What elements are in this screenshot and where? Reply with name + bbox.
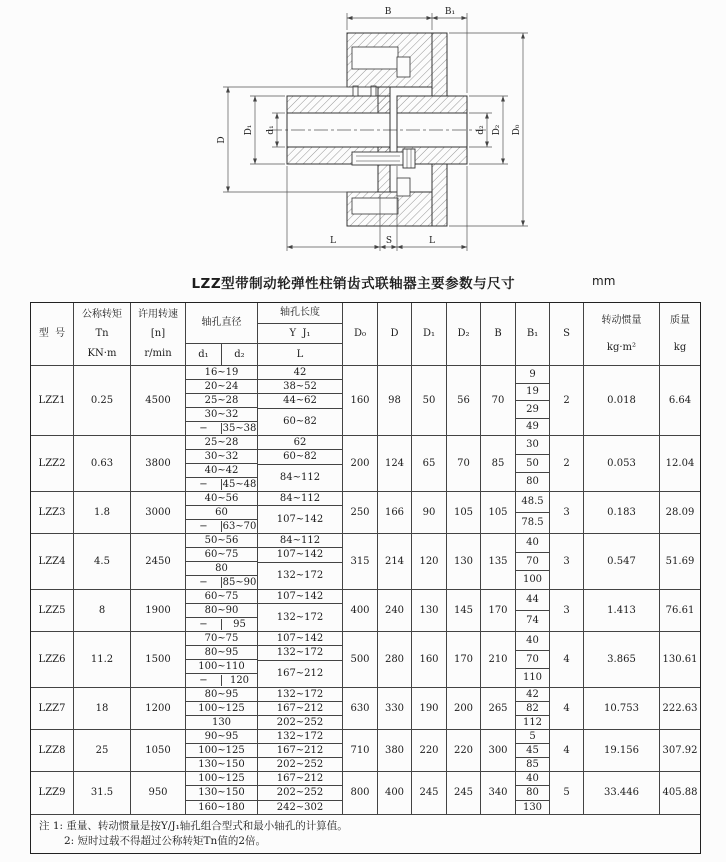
D2-cell: 145 <box>447 590 481 631</box>
B1-sub-row: 130 <box>522 801 543 813</box>
header-S: S <box>550 303 584 365</box>
D0-cell: 630 <box>343 688 378 729</box>
model-cell: LZZ3 <box>31 492 74 533</box>
mass-cell: 222.63 <box>662 702 698 714</box>
inertia-cell: 10.753 <box>584 688 660 729</box>
header-D: D <box>378 303 412 365</box>
D1-cell: 120 <box>412 534 447 589</box>
model-cell: LZZ7 <box>31 688 74 729</box>
B-cell: 300 <box>481 730 516 771</box>
B1-cell <box>516 436 550 491</box>
bore-length-cell <box>258 534 343 589</box>
speed-cell: 2450 <box>131 534 186 589</box>
bore-diameter-cell <box>186 492 258 533</box>
D-cell: 214 <box>378 534 412 589</box>
bore-sub-row <box>186 576 257 589</box>
length-sub-row: 62 <box>258 436 342 450</box>
dim-label-L-left: L <box>330 236 336 246</box>
D2-cell: 105 <box>447 492 481 533</box>
torque-cell: 31.5 <box>74 772 131 814</box>
B1-sub-row: 9 <box>516 366 549 384</box>
torque-cell: 0.25 <box>74 366 131 435</box>
D1-cell: 220 <box>412 730 447 771</box>
bore-sub-row: 60~75 <box>186 548 257 562</box>
S-cell: 3 <box>550 492 584 533</box>
bore-d2-sub-cell: 63~70 <box>222 520 257 532</box>
D-cell: 330 <box>378 688 412 729</box>
length-sub-row: 132~172 <box>276 611 324 623</box>
B1-sub-row: 40 <box>516 534 549 553</box>
dim-label-S: S <box>385 236 393 246</box>
bore-d2-sub-cell: 120 <box>229 674 250 686</box>
bore-sub-row <box>186 422 257 435</box>
length-sub-row: 132~172 <box>258 688 342 702</box>
bore-sub-row: 80~95 <box>186 646 257 660</box>
B-cell: 70 <box>481 366 516 435</box>
header-torque-line2: Tn <box>95 328 109 340</box>
bore-sub-row <box>186 520 257 533</box>
table-header <box>31 303 700 366</box>
D1-cell: 90 <box>412 492 447 533</box>
speed-cell: 3800 <box>131 436 186 491</box>
B1-sub-row: 19 <box>516 384 549 402</box>
torque-cell: 18 <box>74 688 131 729</box>
B1-sub-row: 44 <box>516 590 549 611</box>
table-group-row <box>31 590 700 632</box>
length-sub-row: 38~52 <box>258 380 342 394</box>
table-group-row <box>31 534 700 590</box>
D0-cell: 200 <box>343 436 378 491</box>
mass-cell: 28.09 <box>665 506 695 518</box>
bore-length-cell <box>258 366 343 435</box>
S-cell: 3 <box>550 590 584 631</box>
D1-cell: 160 <box>412 632 447 687</box>
length-sub-row: 84~112 <box>258 492 342 506</box>
bore-diameter-cell <box>186 688 258 729</box>
B1-sub-row: 85 <box>526 758 539 770</box>
length-sub-row: 167~212 <box>276 668 324 679</box>
bore-sub-row: 130~150 <box>186 786 257 800</box>
B1-sub-row: 82 <box>516 702 549 716</box>
bore-diameter-cell <box>186 730 258 771</box>
inertia-cell: 33.446 <box>584 772 660 814</box>
length-sub-row: 60~82 <box>283 416 317 428</box>
mass-cell: 76.61 <box>665 604 695 616</box>
B1-sub-row: 100 <box>522 574 543 586</box>
bore-sub-row: 30~32 <box>186 408 257 422</box>
B1-cell <box>516 534 550 589</box>
length-sub-row: 167~212 <box>258 744 342 758</box>
D0-cell: 250 <box>343 492 378 533</box>
B1-sub-row: 70 <box>516 651 549 670</box>
bore-sub-row: 160~180 <box>198 801 245 813</box>
header-D0: D₀ <box>343 303 378 365</box>
table-group-row <box>31 730 700 772</box>
bore-d1-sub-cell: − <box>186 619 222 631</box>
bore-sub-row: 100~110 <box>186 660 257 674</box>
page-title: LZZ型带制动轮弹性柱销齿式联轴器主要参数与尺寸 <box>191 276 516 292</box>
inertia-cell: 19.156 <box>584 730 660 771</box>
D-cell: 124 <box>378 436 412 491</box>
S-cell: 3 <box>550 534 584 589</box>
coupling-drawing-svg <box>0 0 726 272</box>
S-cell: 4 <box>550 688 584 729</box>
B1-sub-row: 48.5 <box>516 492 549 513</box>
D-cell: 380 <box>378 730 412 771</box>
dim-label-D0: D₀ <box>512 124 522 136</box>
dim-label-B1: B₁ <box>444 7 456 17</box>
header-bore-length: 轴孔长度 <box>258 303 342 324</box>
bore-d1-sub-cell: − <box>186 423 222 435</box>
B-cell: 105 <box>481 492 516 533</box>
bore-sub-row: 80~95 <box>186 688 257 702</box>
D1-cell: 50 <box>412 366 447 435</box>
header-d1: d₁ <box>186 344 222 365</box>
bore-sub-row: 30~32 <box>186 450 257 464</box>
bore-length-cell <box>258 688 343 729</box>
table-group-row <box>31 436 700 492</box>
B1-cell <box>516 492 550 533</box>
header-torque-line1: 公称转矩 <box>82 308 122 320</box>
model-cell: LZZ4 <box>31 534 74 589</box>
speed-cell: 3000 <box>131 492 186 533</box>
bore-diameter-cell <box>186 632 258 687</box>
table-notes <box>31 814 700 853</box>
header-speed-line1: 许用转速 <box>138 308 178 320</box>
bore-sub-row <box>186 674 257 687</box>
length-sub-row: 167~212 <box>258 702 342 716</box>
bore-sub-row: 100~125 <box>186 744 257 758</box>
mass-cell: 130.61 <box>662 653 698 665</box>
B1-sub-row: 40 <box>516 632 549 651</box>
bore-diameter-cell <box>186 534 258 589</box>
B1-cell <box>516 590 550 631</box>
dim-label-d2: d₂ <box>476 125 486 135</box>
inertia-cell: 0.053 <box>584 436 660 491</box>
inertia-cell: 3.865 <box>584 632 660 687</box>
length-sub-row: 84~112 <box>279 472 321 483</box>
header-torque-line3: KN·m <box>87 347 117 359</box>
torque-cell: 0.63 <box>74 436 131 491</box>
B1-sub-row: 70 <box>516 553 549 572</box>
bore-sub-row: 16~19 <box>186 366 257 380</box>
B1-sub-row: 5 <box>516 730 549 744</box>
bore-diameter-cell <box>186 590 258 631</box>
bore-d1-sub-cell: − <box>186 577 222 589</box>
inertia-cell: 0.018 <box>584 366 660 435</box>
bore-length-cell <box>258 492 343 533</box>
bore-d1-sub-cell: − <box>186 521 222 533</box>
B1-sub-row: 110 <box>522 672 543 684</box>
D1-cell: 245 <box>412 772 447 814</box>
header-mass-line1: 质量 <box>670 314 690 326</box>
speed-cell: 1200 <box>131 688 186 729</box>
S-cell: 4 <box>550 730 584 771</box>
B1-sub-row: 78.5 <box>521 517 544 529</box>
torque-cell: 8 <box>74 590 131 631</box>
length-sub-row: 167~212 <box>258 772 342 786</box>
bore-length-cell <box>258 772 343 814</box>
B1-sub-row: 112 <box>522 716 543 728</box>
length-sub-row: 107~142 <box>258 632 342 646</box>
bore-sub-row: 25~28 <box>186 436 257 450</box>
inertia-cell: 0.547 <box>584 534 660 589</box>
pin-bolt <box>352 149 415 168</box>
S-cell: 2 <box>550 366 584 435</box>
speed-cell: 4500 <box>131 366 186 435</box>
D0-cell: 710 <box>343 730 378 771</box>
bore-sub-row: 50~56 <box>186 534 257 548</box>
bore-d1-sub-cell: − <box>186 479 222 491</box>
B1-sub-row: 49 <box>526 421 539 432</box>
length-sub-row: 42 <box>258 366 342 380</box>
D2-cell: 245 <box>447 772 481 814</box>
D0-cell: 800 <box>343 772 378 814</box>
bore-sub-row: 100~125 <box>186 772 257 786</box>
note-line-2: 2: 短时过载不得超过公称转矩Tn值的2倍。 <box>64 835 267 848</box>
table-group-row <box>31 772 700 814</box>
note-line-1: 注 1: 重量、转动惯量是按Y/J₁轴孔组合型式和最小轴孔的计算值。 <box>39 820 348 832</box>
B1-cell <box>516 688 550 729</box>
length-sub-row: 60~82 <box>258 450 342 464</box>
B1-sub-row: 80 <box>516 786 549 800</box>
D2-cell: 56 <box>447 366 481 435</box>
B1-sub-row: 29 <box>516 401 549 419</box>
length-sub-row: 44~62 <box>258 394 342 408</box>
mass-cell: 307.92 <box>662 744 698 756</box>
B1-cell <box>516 632 550 687</box>
B1-sub-row: 74 <box>526 615 539 627</box>
torque-cell: 4.5 <box>74 534 131 589</box>
length-sub-row: 132~172 <box>258 646 342 660</box>
header-d2: d₂ <box>234 348 245 360</box>
B1-sub-row: 40 <box>516 772 549 786</box>
D0-cell: 315 <box>343 534 378 589</box>
length-sub-row: 132~172 <box>276 570 324 581</box>
header-yj1: Y J₁ <box>258 324 342 344</box>
D2-cell: 170 <box>447 632 481 687</box>
length-sub-row: 107~142 <box>258 548 342 562</box>
bore-sub-row <box>186 618 257 631</box>
B1-cell <box>516 730 550 771</box>
bore-d2-sub-cell: 35~38 <box>222 422 257 434</box>
left-hub <box>287 86 390 192</box>
bore-sub-row: 100~125 <box>186 702 257 716</box>
D-cell: 98 <box>378 366 412 435</box>
title-row <box>0 272 726 296</box>
length-sub-row: 242~302 <box>276 801 324 813</box>
bore-sub-row: 80 <box>186 562 257 576</box>
header-speed <box>131 303 186 365</box>
speed-cell: 1500 <box>131 632 186 687</box>
unit-label: mm <box>592 274 616 288</box>
model-cell: LZZ1 <box>31 366 74 435</box>
bore-length-cell <box>258 730 343 771</box>
bore-sub-row: 60 <box>186 506 257 520</box>
coupling-drawing <box>0 0 726 272</box>
length-sub-row: 202~252 <box>258 786 342 800</box>
mass-cell: 12.04 <box>665 457 695 469</box>
header-model: 型 号 <box>31 303 74 365</box>
bore-sub-row: 40~56 <box>186 492 257 506</box>
dim-label-D1: D₁ <box>244 124 254 136</box>
header-bore-length-group <box>258 303 343 365</box>
table-group-row <box>31 366 700 436</box>
header-speed-line3: r/min <box>144 347 172 359</box>
bore-sub-row: 130 <box>211 716 232 728</box>
bore-d1-sub-cell: − <box>186 675 222 687</box>
D2-cell: 70 <box>447 436 481 491</box>
speed-cell: 1900 <box>131 590 186 631</box>
bore-sub-row: 80~90 <box>186 604 257 618</box>
inertia-cell: 0.183 <box>584 492 660 533</box>
length-sub-row: 202~252 <box>276 758 324 770</box>
header-B1: B₁ <box>516 303 550 365</box>
bore-sub-row <box>186 478 257 491</box>
bore-length-cell <box>258 590 343 631</box>
length-sub-row: 202~252 <box>276 716 324 728</box>
B1-cell <box>516 772 550 814</box>
header-torque <box>74 303 131 365</box>
bore-diameter-cell <box>186 436 258 491</box>
dim-label-D2: D₂ <box>492 124 502 136</box>
table-group-row <box>31 688 700 730</box>
speed-cell: 950 <box>131 772 186 814</box>
header-inertia-line2: kg·m² <box>606 341 637 353</box>
bore-sub-row: 90~95 <box>186 730 257 744</box>
mass-cell: 51.69 <box>665 555 695 567</box>
bore-sub-row: 40~42 <box>186 464 257 478</box>
header-speed-line2: [n] <box>150 328 166 340</box>
D1-cell: 190 <box>412 688 447 729</box>
table-group-row <box>31 492 700 534</box>
D-cell: 280 <box>378 632 412 687</box>
header-bore-diameter-group <box>186 303 258 365</box>
torque-cell: 25 <box>74 730 131 771</box>
B-cell: 210 <box>481 632 516 687</box>
dim-label-L-right: L <box>429 236 435 246</box>
bore-length-cell <box>258 632 343 687</box>
table-group-row <box>31 632 700 688</box>
header-bore-diameter: 轴孔直径 <box>186 303 257 344</box>
bore-d2-sub-cell: 95 <box>233 618 246 630</box>
inertia-cell: 1.413 <box>584 590 660 631</box>
bore-sub-row: 130~150 <box>198 758 245 770</box>
length-sub-row: 107~142 <box>258 590 342 604</box>
header-length-l: L <box>296 348 304 360</box>
S-cell: 4 <box>550 632 584 687</box>
torque-cell: 11.2 <box>74 632 131 687</box>
bore-d2-sub-cell: 85~90 <box>222 576 257 588</box>
bore-length-cell <box>258 436 343 491</box>
header-inertia-line1: 转动惯量 <box>601 314 642 326</box>
S-cell: 5 <box>550 772 584 814</box>
D-cell: 166 <box>378 492 412 533</box>
bore-sub-row: 60~75 <box>186 590 257 604</box>
header-mass-line2: kg <box>673 341 687 353</box>
B1-sub-row: 30 <box>516 436 549 455</box>
header-D2: D₂ <box>447 303 481 365</box>
model-cell: LZZ8 <box>31 730 74 771</box>
mass-cell: 405.88 <box>662 787 698 799</box>
B-cell: 135 <box>481 534 516 589</box>
torque-cell: 1.8 <box>74 492 131 533</box>
D0-cell: 400 <box>343 590 378 631</box>
B-cell: 85 <box>481 436 516 491</box>
D1-cell: 65 <box>412 436 447 491</box>
B1-sub-row: 45 <box>516 744 549 758</box>
bore-diameter-cell <box>186 772 258 814</box>
bore-sub-row: 25~28 <box>186 394 257 408</box>
length-sub-row: 132~172 <box>258 730 342 744</box>
D1-cell: 130 <box>412 590 447 631</box>
B1-sub-row: 42 <box>516 688 549 702</box>
B1-cell <box>516 366 550 435</box>
D0-cell: 160 <box>343 366 378 435</box>
header-D1: D₁ <box>412 303 447 365</box>
bore-d2-sub-cell: 45~48 <box>222 478 257 490</box>
mass-cell: 6.64 <box>668 394 692 406</box>
header-inertia <box>584 303 660 365</box>
D2-cell: 130 <box>447 534 481 589</box>
length-sub-row: 107~142 <box>276 513 324 525</box>
dim-label-D: D <box>217 136 227 144</box>
D-cell: 400 <box>378 772 412 814</box>
header-d1-d2-row <box>186 344 257 365</box>
D-cell: 240 <box>378 590 412 631</box>
header-B: B <box>481 303 516 365</box>
parameters-table <box>30 302 701 854</box>
dim-label-B: B <box>384 7 392 17</box>
B-cell: 265 <box>481 688 516 729</box>
length-sub-row: 84~112 <box>258 534 342 548</box>
bore-sub-row: 20~24 <box>186 380 257 394</box>
D2-cell: 200 <box>447 688 481 729</box>
bore-diameter-cell <box>186 366 258 435</box>
bore-sub-row: 70~75 <box>186 632 257 646</box>
B1-sub-row: 80 <box>526 476 539 488</box>
S-cell: 2 <box>550 436 584 491</box>
header-mass <box>660 303 700 365</box>
model-cell: LZZ6 <box>31 632 74 687</box>
model-cell: LZZ5 <box>31 590 74 631</box>
model-cell: LZZ2 <box>31 436 74 491</box>
D2-cell: 220 <box>447 730 481 771</box>
B-cell: 340 <box>481 772 516 814</box>
table-body <box>31 366 700 814</box>
dim-label-d1: d₁ <box>266 125 276 135</box>
model-cell: LZZ9 <box>31 772 74 814</box>
speed-cell: 1050 <box>131 730 186 771</box>
B1-sub-row: 50 <box>516 455 549 474</box>
D0-cell: 500 <box>343 632 378 687</box>
B-cell: 170 <box>481 590 516 631</box>
